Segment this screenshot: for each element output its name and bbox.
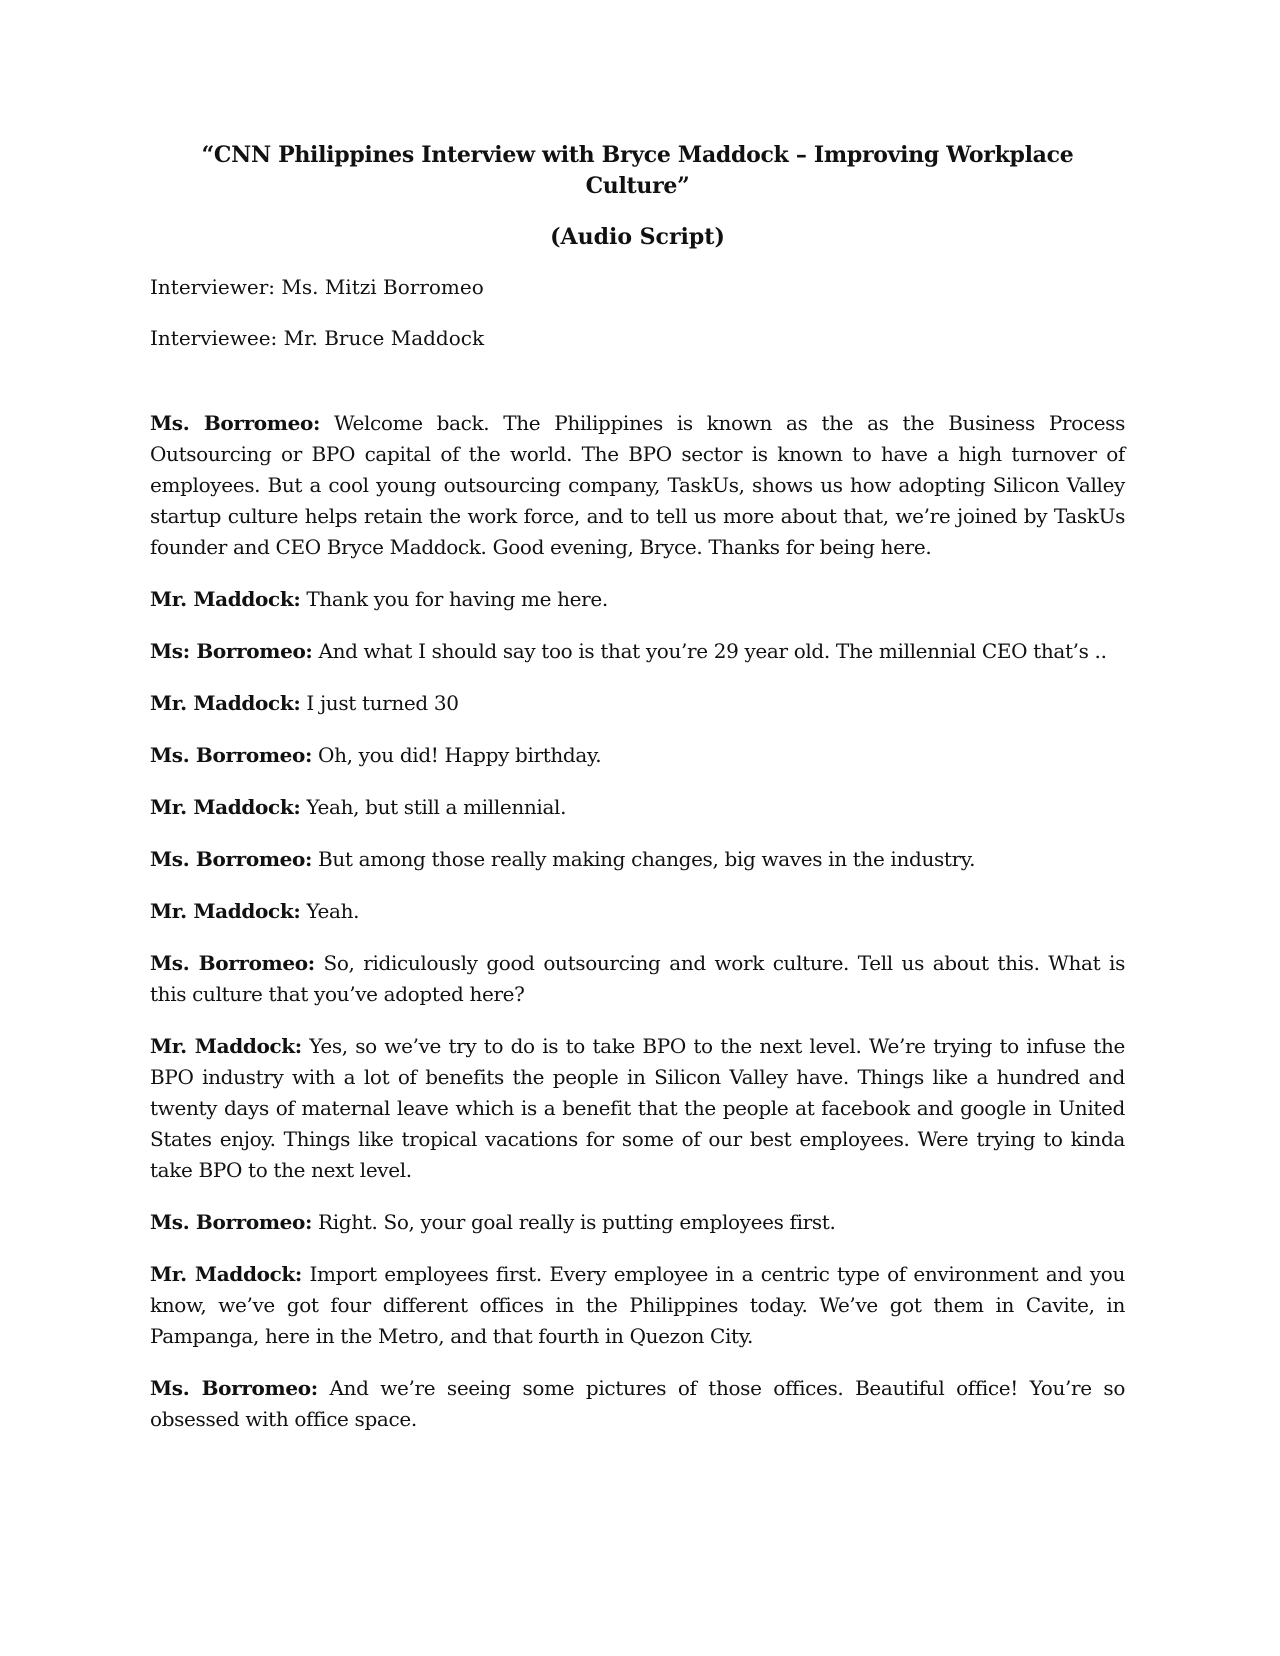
turn-text: And what I should say too is that you’re 29 year old. The millennial CEO that’s .. [312, 639, 1107, 664]
speaker-name: Mr. Maddock: [150, 899, 301, 924]
transcript-turn [150, 844, 1125, 875]
transcript-turn [150, 740, 1125, 771]
transcript-turn [150, 792, 1125, 823]
speaker-name: Ms. Borromeo: [150, 847, 313, 872]
speaker-name: Ms. Borromeo: [150, 951, 315, 976]
turn-text: Yeah. [300, 899, 360, 924]
transcript-turn [150, 1259, 1125, 1352]
document-subtitle: (Audio Script) [550, 223, 725, 250]
transcript-turn [150, 948, 1125, 1010]
speaker-name: Ms. Borromeo: [150, 1376, 318, 1401]
speaker-name: Ms. Borromeo: [150, 411, 320, 436]
transcript-turn [150, 1373, 1125, 1435]
transcript-turn [150, 896, 1125, 927]
turn-text: And we’re seeing some pictures of those offices. Beautiful office! You’re so obsessed with office space. [150, 1376, 1126, 1432]
turn-text: I just turned 30 [300, 691, 459, 716]
speaker-name: Mr. Maddock: [150, 587, 301, 612]
speaker-name: Mr. Maddock: [150, 795, 301, 820]
turn-text: Yes, so we’ve try to do is to take BPO to the next level. We’re trying to infuse the BPO industry with a lot of benefits the people in Silicon Valley have. Things like a hundred and twenty days of maternal leave which is a benefit that the people at facebook and google in United States enjoy. Things like tropical vacations for some of our best employees. Were trying to kinda take BPO to the next level. [150, 1034, 1125, 1183]
transcript-turn [150, 688, 1125, 719]
turn-text: Welcome back. The Philippines is known as the as the Business Process Outsourcing or BPO capital of the world. The BPO sector is known to have a high turnover of employees. But a cool young outsourcing company, TaskUs, shows us how adopting Silicon Valley startup culture helps retain the work force, and to tell us more about that, we’re joined by TaskUs founder and CEO Bryce Maddock. Good evening, Bryce. Thanks for being here. [150, 411, 1126, 560]
turn-text: Right. So, your goal really is putting employees first. [312, 1210, 836, 1235]
transcript-turn [150, 636, 1125, 667]
interviewer-line: Interviewer: Ms. Mitzi Borromeo [150, 275, 484, 300]
transcript-turn [150, 1207, 1125, 1238]
speaker-name: Mr. Maddock: [150, 691, 301, 716]
turn-text: Import employees first. Every employee in a centric type of environment and you know, we’ve got four different offices in the Philippines today. We’ve got them in Cavite, in Pampanga, here in the Metro, and that fourth in Quezon City. [150, 1262, 1126, 1349]
transcript-turn [150, 584, 1125, 615]
speaker-name: Ms. Borromeo: [150, 743, 313, 768]
speaker-name: Ms. Borromeo: [150, 1210, 313, 1235]
transcript-turn [150, 408, 1125, 563]
turn-text: Yeah, but still a millennial. [300, 795, 567, 820]
document-page [150, 140, 1125, 1456]
turn-text: Thank you for having me here. [300, 587, 608, 612]
transcript-turn [150, 1031, 1125, 1186]
speaker-name: Mr. Maddock: [150, 1034, 302, 1059]
turn-text: So, ridiculously good outsourcing and work culture. Tell us about this. What is this culture that you’ve adopted here? [150, 951, 1126, 1007]
document-title: “CNN Philippines Interview with Bryce Maddock – Improving Workplace Culture” [201, 142, 1074, 199]
speaker-name: Ms: Borromeo: [150, 639, 313, 664]
speaker-name: Mr. Maddock: [150, 1262, 302, 1287]
interviewee-line: Interviewee: Mr. Bruce Maddock [150, 326, 485, 351]
transcript [150, 408, 1125, 1435]
turn-text: Oh, you did! Happy birthday. [312, 743, 602, 768]
turn-text: But among those really making changes, big waves in the industry. [312, 847, 976, 872]
